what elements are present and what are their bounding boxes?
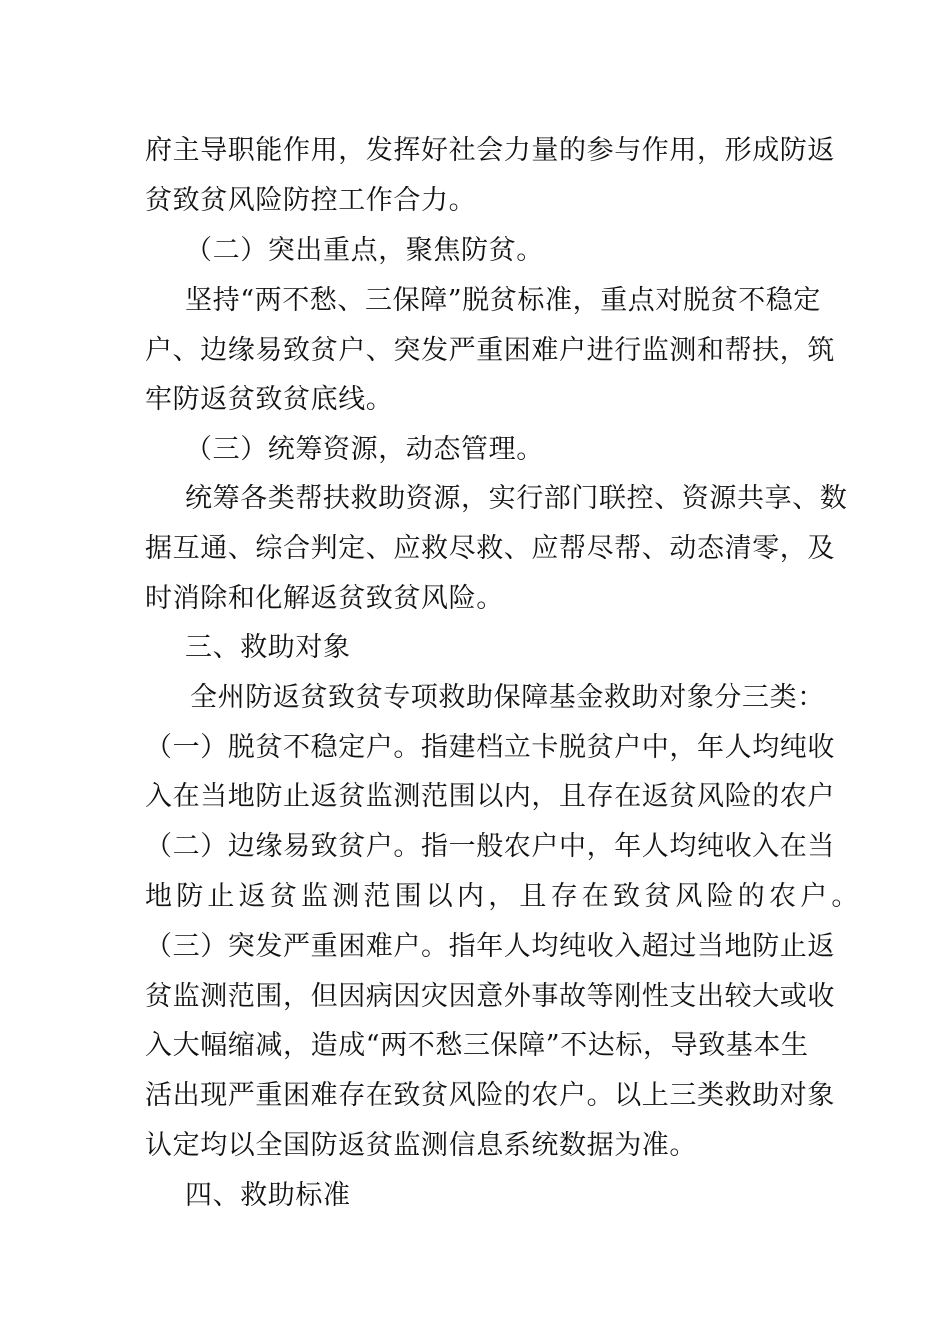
paragraph-line: 坚持“两不愁、三保障”脱贫标准，重点对脱贫不稳定 bbox=[185, 285, 822, 316]
paragraph-line: 地防止返贫监测范围以内，且存在致贫风险的农户。 bbox=[145, 881, 863, 912]
section-heading: 四、救助标准 bbox=[185, 1180, 351, 1211]
paragraph-line: 牢防返贫致贫底线。 bbox=[145, 384, 394, 415]
paragraph-line: 贫监测范围，但因病因灾因意外事故等刚性支出较大或收 bbox=[145, 981, 835, 1012]
paragraph-line: 户、边缘易致贫户、突发严重困难户进行监测和帮扶，筑 bbox=[145, 335, 835, 366]
paragraph-line: 认定均以全国防返贫监测信息系统数据为准。 bbox=[145, 1130, 697, 1161]
paragraph-line: （二）边缘易致贫户。指一般农户中，年人均纯收入在当 bbox=[145, 831, 835, 862]
paragraph-line: 府主导职能作用，发挥好社会力量的参与作用，形成防返 bbox=[145, 135, 835, 166]
section-heading: （二）突出重点，聚焦防贫。 bbox=[185, 235, 544, 266]
paragraph-line: 全州防返贫致贫专项救助保障基金救助对象分三类： bbox=[190, 682, 825, 713]
paragraph-line: 统筹各类帮扶救助资源，实行部门联控、资源共享、数 bbox=[185, 483, 848, 514]
paragraph-line: 入在当地防止返贫监测范围以内，且存在返贫风险的农户 bbox=[145, 781, 835, 812]
paragraph-line: 入大幅缩减，造成“两不愁三保障”不达标，导致基本生 bbox=[145, 1030, 809, 1061]
paragraph-line: （三）突发严重困难户。指年人均纯收入超过当地防止返 bbox=[145, 931, 835, 962]
paragraph-line: 活出现严重困难存在致贫风险的农户。以上三类救助对象 bbox=[145, 1080, 835, 1111]
section-heading: （三）统筹资源，动态管理。 bbox=[185, 434, 544, 465]
paragraph-line: 贫致贫风险防控工作合力。 bbox=[145, 185, 477, 216]
paragraph-line: （一）脱贫不稳定户。指建档立卡脱贫户中，年人均纯收 bbox=[145, 732, 835, 763]
section-heading: 三、救助对象 bbox=[185, 632, 351, 663]
paragraph-line: 时消除和化解返贫致贫风险。 bbox=[145, 583, 504, 614]
paragraph-line: 据互通、综合判定、应救尽救、应帮尽帮、动态清零，及 bbox=[145, 533, 835, 564]
